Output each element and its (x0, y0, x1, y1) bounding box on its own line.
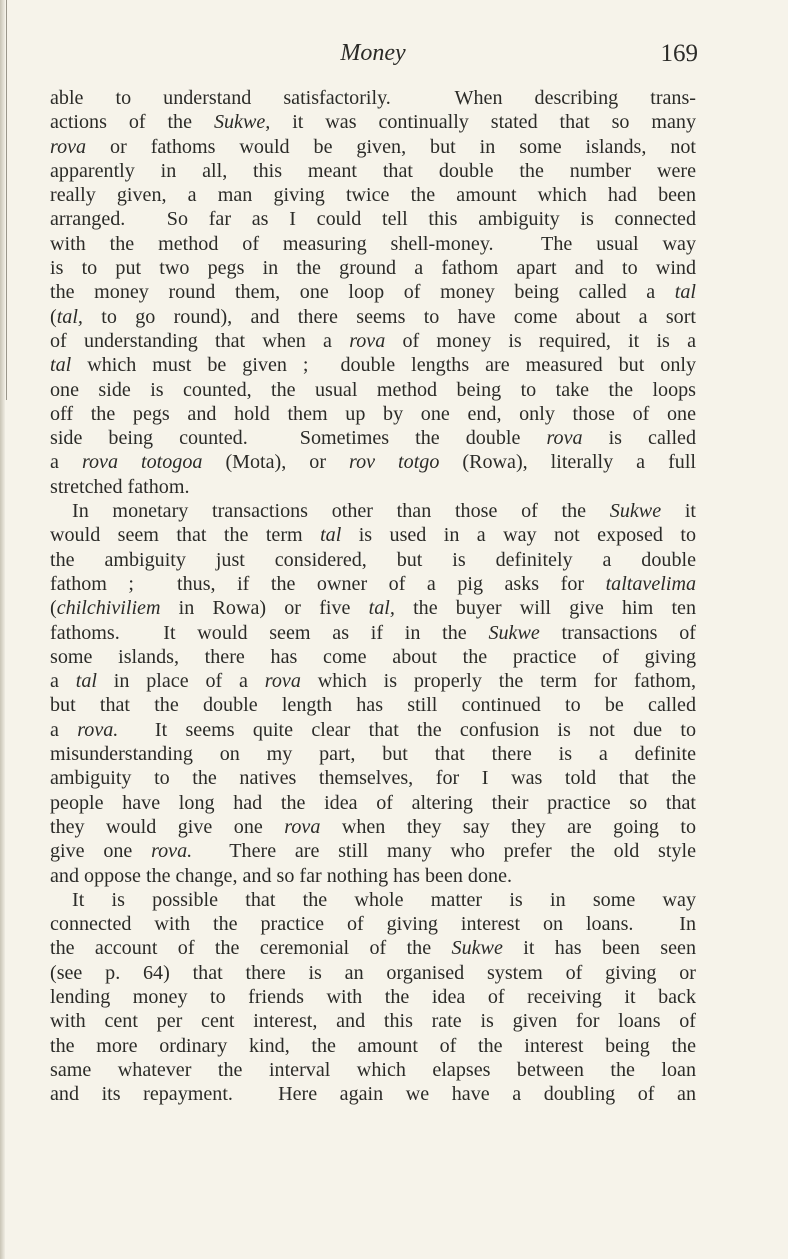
text-line (50, 572, 696, 596)
text-run: It seems quite clear that the confusion is not due to (118, 718, 697, 741)
text-run: connected with the practice of giving interest on loans. In (50, 913, 696, 936)
text-run: but that the double length has still continued to be called (50, 694, 696, 717)
text-run: which is properly the term for fathom, (300, 670, 696, 693)
text-line (50, 548, 696, 572)
text-line (50, 693, 696, 717)
italic-term: rov totgo (349, 451, 440, 474)
text-line (50, 961, 696, 985)
text-line (50, 378, 696, 402)
body-text (50, 86, 696, 1106)
text-line (50, 135, 696, 159)
text-run: in Rowa) or five (160, 597, 369, 620)
text-line (50, 232, 696, 256)
italic-term: tal (320, 524, 342, 547)
text-line (50, 1009, 696, 1033)
text-run: people have long had the idea of altering their practice so that (50, 791, 696, 814)
text-run: (Mota), or (202, 451, 350, 474)
text-line (50, 669, 696, 693)
italic-term: Sukwe, (213, 111, 271, 134)
text-line (50, 888, 696, 912)
text-run: really given, a man giving twice the amount which had been (50, 184, 696, 207)
text-line (50, 621, 696, 645)
paragraph (50, 86, 696, 499)
text-line (50, 1082, 696, 1106)
text-run: when they say they are going to (320, 815, 697, 838)
text-run: fathoms. It would seem as if in the (50, 621, 489, 644)
text-run: is called (582, 427, 696, 450)
text-run: it (661, 500, 696, 523)
text-run: In monetary transactions other than those of the (72, 500, 610, 523)
running-head: Money (340, 40, 406, 66)
text-run: the more ordinary kind, the amount of the interest being the (50, 1034, 696, 1057)
text-line (50, 86, 696, 110)
text-line (50, 207, 696, 231)
text-line (50, 839, 696, 863)
text-line (50, 1034, 696, 1058)
text-run: stretched fathom. (50, 475, 190, 498)
text-line (50, 110, 696, 134)
text-line (50, 1058, 696, 1082)
text-run: the account of the ceremonial of the (50, 937, 452, 960)
italic-term: rova. (151, 840, 193, 863)
text-run: (Rowa), literally a full (439, 451, 696, 474)
italic-term: rova (546, 427, 583, 450)
text-line (50, 791, 696, 815)
text-run: and its repayment. Here again we have a doubling of an (50, 1083, 696, 1106)
text-run: of understanding that when a (50, 329, 350, 352)
italic-term: tal, (56, 305, 83, 328)
text-run: fathom ; thus, if the owner of a pig asks for (50, 572, 606, 595)
text-run: side being counted. Sometimes the double (50, 427, 547, 450)
text-line (50, 985, 696, 1009)
text-line (50, 815, 696, 839)
text-run: arranged. So far as I could tell this ambiguity is connected (50, 208, 696, 231)
italic-term: rova. (77, 718, 119, 741)
text-line (50, 645, 696, 669)
text-run: actions of the (50, 111, 214, 134)
text-run: (see p. 64) that there is an organised system of giving or (50, 961, 696, 984)
italic-term: taltavelima (605, 572, 696, 595)
page-number: 169 (660, 40, 698, 67)
text-line (50, 450, 696, 474)
text-line (50, 353, 696, 377)
italic-term: tal (75, 670, 97, 693)
text-line (50, 426, 696, 450)
text-line (50, 718, 696, 742)
text-run: to go round), and there seems to have come about a sort (82, 305, 696, 328)
text-run: give one (50, 840, 152, 863)
italic-term: tal, (368, 597, 395, 620)
text-line (50, 475, 696, 499)
text-line (50, 305, 696, 329)
text-run: some islands, there has come about the practice of giving (50, 645, 696, 668)
text-run: lending money to friends with the idea of receiving it back (50, 985, 696, 1008)
text-line (50, 596, 696, 620)
text-line (50, 499, 696, 523)
text-run: which must be given ; double lengths are measured but only (71, 354, 696, 377)
text-run: apparently in all, this meant that double the number were (50, 159, 696, 182)
text-line (50, 402, 696, 426)
text-line (50, 864, 696, 888)
italic-term: rova (264, 670, 301, 693)
paragraph (50, 888, 696, 1107)
text-run: able to understand satisfactorily. When describing trans- (50, 87, 696, 109)
text-run: There are still many who prefer the old style (192, 840, 696, 863)
italic-term: tal (674, 281, 696, 304)
text-line (50, 280, 696, 304)
italic-term: chilchiviliem (56, 597, 161, 620)
text-line (50, 183, 696, 207)
text-run: same whatever the interval which elapses between the loan (50, 1058, 696, 1081)
text-run: misunderstanding on my part, but that there is a definite (50, 743, 696, 766)
text-line (50, 256, 696, 280)
text-run: is used in a way not exposed to (341, 524, 696, 547)
text-run: would seem that the term (50, 524, 321, 547)
text-run: a (50, 670, 76, 693)
text-run: It is possible that the whole matter is in some way (72, 888, 696, 911)
italic-term: Sukwe (451, 937, 503, 960)
text-run: it was continually stated that so many (270, 111, 696, 134)
italic-term: Sukwe (609, 500, 662, 523)
text-run: or fathoms would be given, but in some islands, not (86, 135, 696, 158)
text-run: a (50, 451, 82, 474)
text-run: a (50, 718, 78, 741)
text-run: the buyer will give him ten (394, 597, 696, 620)
text-line (50, 936, 696, 960)
text-line (50, 912, 696, 936)
text-run: in place of a (96, 670, 265, 693)
text-run: the money round them, one loop of money being called a (50, 281, 675, 304)
italic-term: rova (50, 135, 87, 158)
paragraph (50, 499, 696, 888)
text-line (50, 329, 696, 353)
italic-term: rova (284, 815, 321, 838)
italic-term: rova (349, 329, 386, 352)
text-line (50, 766, 696, 790)
text-run: off the pegs and hold them up by one end, only those of one (50, 402, 696, 425)
text-run: ( (50, 305, 57, 328)
page-gutter-line (6, 0, 7, 400)
italic-term: tal (50, 354, 72, 377)
text-run: of money is required, it is a (385, 329, 696, 352)
italic-term: Sukwe (488, 621, 540, 644)
page-header (48, 36, 698, 76)
text-line (50, 742, 696, 766)
text-run: ambiguity to the natives themselves, for I was told that the (50, 767, 696, 790)
text-run: is to put two pegs in the ground a fathom apart and to wind (50, 257, 696, 280)
page-gutter-shadow (0, 0, 5, 1259)
text-run: ( (50, 597, 57, 620)
text-run: and oppose the change, and so far nothing has been done. (50, 864, 513, 887)
text-run: with the method of measuring shell-money. The usual way (50, 232, 696, 255)
text-line (50, 159, 696, 183)
text-line (50, 523, 696, 547)
text-run: they would give one (50, 815, 285, 838)
text-run: it has been seen (502, 937, 696, 960)
text-run: the ambiguity just considered, but is definitely a double (50, 548, 696, 571)
text-run: transactions of (539, 621, 696, 644)
italic-term: rova totogoa (81, 451, 203, 474)
text-run: one side is counted, the usual method being to take the loops (50, 378, 696, 401)
text-run: with cent per cent interest, and this rate is given for loans of (50, 1010, 696, 1033)
